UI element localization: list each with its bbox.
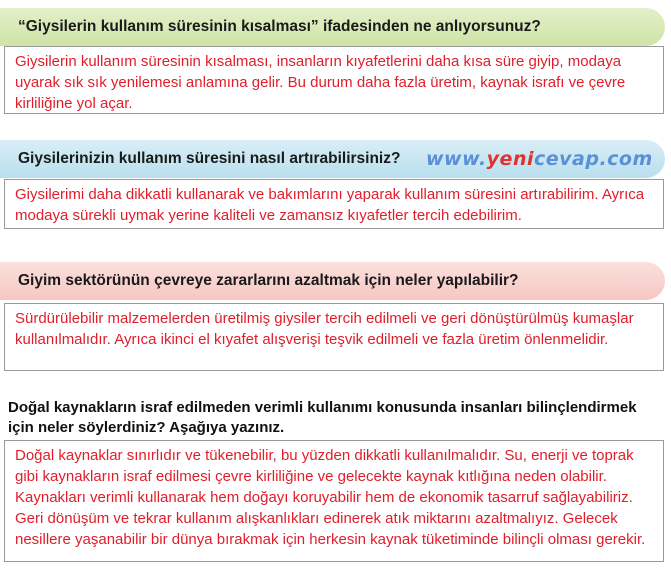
- answer-box-4: [4, 440, 664, 562]
- watermark-suffix: cevap.com: [533, 148, 653, 170]
- question-bar-3: [0, 262, 665, 300]
- watermark-prefix: www.: [426, 148, 487, 170]
- answer-text-3: Sürdürülebilir malzemelerden üretilmiş giysiler tercih edilmeli ve geri dönüştürülmüş kumaşlar kullanılmalıdır. Ayrıca ikinci el kıyafet alışverişi teşvik edilmeli ve fazla üretim önlenmelidir.: [15, 310, 634, 348]
- answer-text-1: Giysilerin kullanım süresinin kısalması, insanların kıyafetlerini daha kısa süre giyip, modaya uyarak sık sık yenilemesi anlamına gelir. Bu durum daha fazla üretim, kaynak israfı ve çevre kirliliğine yol açar.: [15, 53, 626, 112]
- question-bar-1: [0, 8, 665, 46]
- answer-box-1: [4, 46, 664, 114]
- site-watermark: [426, 148, 653, 170]
- question-text-3: Giyim sektörünün çevreye zararlarını azaltmak için neler yapılabilir?: [18, 272, 519, 289]
- watermark-highlight: yeni: [486, 148, 534, 170]
- question-text-2: Giysilerinizin kullanım süresini nasıl artırabilirsiniz?: [18, 150, 401, 167]
- answer-box-2: [4, 179, 664, 229]
- question-text-1: “Giysilerin kullanım süresinin kısalması” ifadesinden ne anlıyorsunuz?: [18, 18, 541, 35]
- answer-text-2: Giysilerimi daha dikkatli kullanarak ve bakımlarını yaparak kullanım süresini artırabilirim. Ayrıca modaya sürekli uymak yerine kaliteli ve zamansız kıyafetler tercih edebilirim.: [15, 186, 645, 224]
- question-text-4: Doğal kaynakların israf edilmeden verimli kullanımı konusunda insanları bilinçlendirmek için neler söylerdiniz? Aşağıya yazınız.: [8, 399, 637, 436]
- answer-text-4: Doğal kaynaklar sınırlıdır ve tükenebilir, bu yüzden dikkatli kullanılmalıdır. Su, enerji ve toprak gibi kaynakların israf edilmesi çevre kirliliğine ve gelecekte kaynak kıtlığına neden olabilir. Kaynakları verimli kullanarak hem doğayı koruyabilir hem de ekonomik tasarruf sağlayabiliriz. Geri dönüşüm ve tekrar kullanım alışkanlıkları edinerek atık miktarını azaltmalıyız. Gelecek nesillere yaşanabilir bir dünya bırakmak için herkesin kaynak tüketiminde bilinçli olması gerekir.: [15, 447, 646, 548]
- answer-box-3: [4, 303, 664, 371]
